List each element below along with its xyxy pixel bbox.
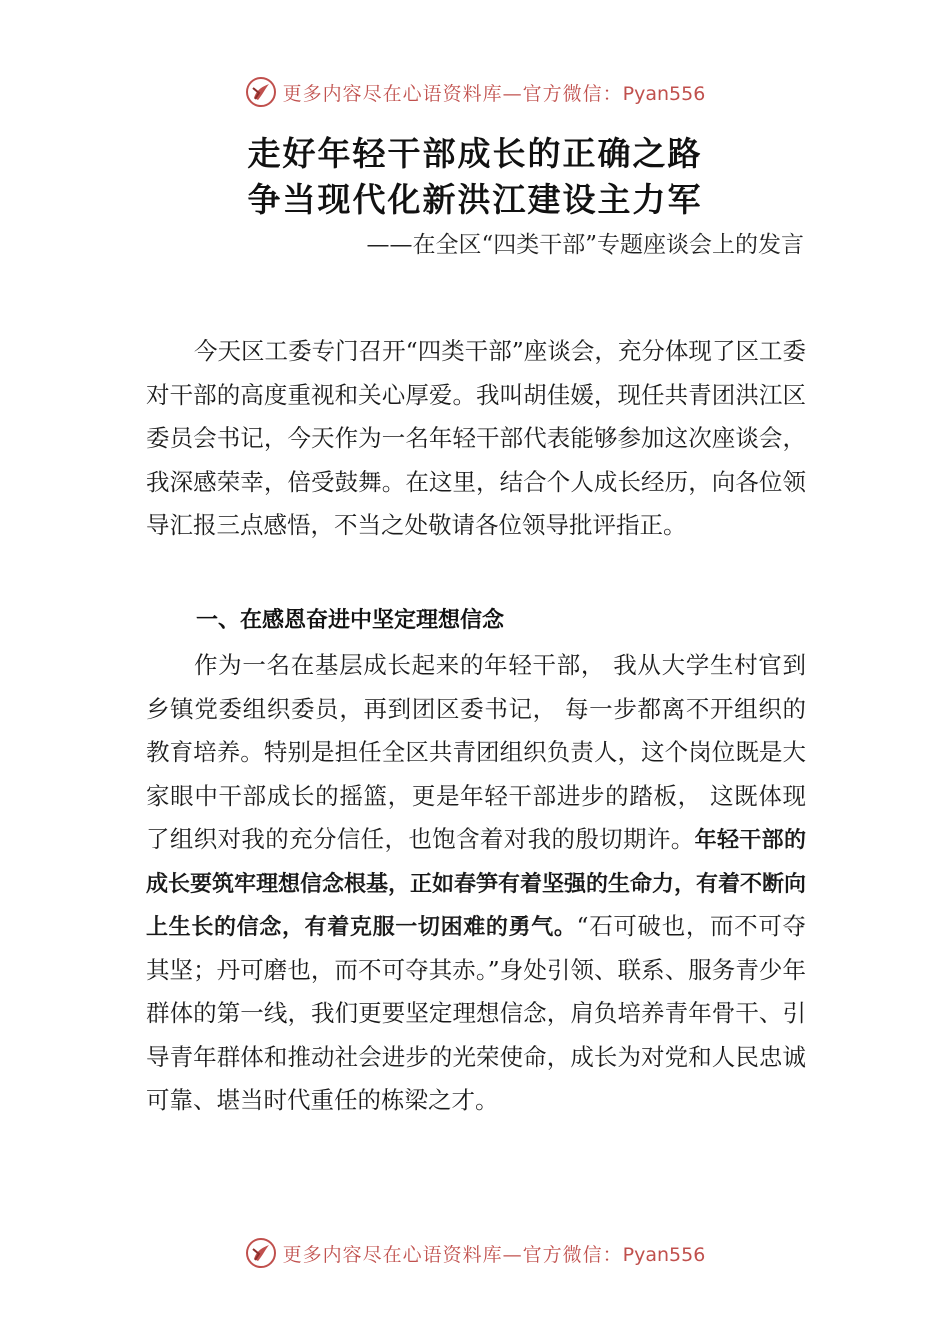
emphasized-text: 年轻干部的成长要筑牢理想信念根基，正如春笋有着坚强的生命力，有着不断向上生长的信念，有着克服一切困难的勇气。 [146, 828, 807, 940]
footer-watermark-banner [0, 1233, 950, 1273]
banner-text: 更多内容尽在心语资料库—官方微信：Pyan556 [282, 1243, 706, 1266]
banner-text: 更多内容尽在心语资料库—官方微信：Pyan556 [282, 82, 706, 105]
section-heading-1: 一、在感恩奋进中坚定理想信念 [196, 608, 505, 633]
header-watermark-banner [0, 72, 950, 112]
paragraph-text: 作为一名在基层成长起来的年轻干部， 我从大学生村官到乡镇党委组织委员，再到团区委书记， 每一步都离不开组织的教育培养。特别是担任全区共青团组织负责人，这个岗位既是大家眼中干部成长的摇篮，更是年轻干部进步的踏板， 这既体现了组织对我的充分信任，也饱含着对我的殷切期许。 [146, 651, 806, 853]
page-subtitle: ——在全区“四类干部”专题座谈会上的发言 [366, 232, 804, 258]
paragraph-text-continued: “石可破也，而不可夺其坚；丹可磨也，而不可夺其赤。”身处引领、联系、服务青少年群体的第一线，我们更要坚定理想信念，肩负培养青年骨干、引导青年群体和推动社会进步的光荣使命，成长为对党和人民忠诚可靠、堪当时代重任的栋梁之才。 [146, 912, 806, 1114]
section-1-paragraph [146, 644, 806, 1123]
page-title-line2: 争当现代化新洪江建设主力军 [247, 180, 703, 219]
page-title-line1: 走好年轻干部成长的正确之路 [247, 134, 703, 173]
flame-logo-icon [245, 76, 277, 108]
intro-paragraph: 今天区工委专门召开“四类干部”座谈会，充分体现了区工委对干部的高度重视和关心厚爱。我叫胡佳媛，现任共青团洪江区委员会书记，今天作为一名年轻干部代表能够参加这次座谈会，我深感荣幸，倍受鼓舞。在这里，结合个人成长经历，向各位领导汇报三点感悟，不当之处敬请各位领导批评指正。 [146, 337, 806, 539]
flame-logo-icon [245, 1237, 277, 1269]
